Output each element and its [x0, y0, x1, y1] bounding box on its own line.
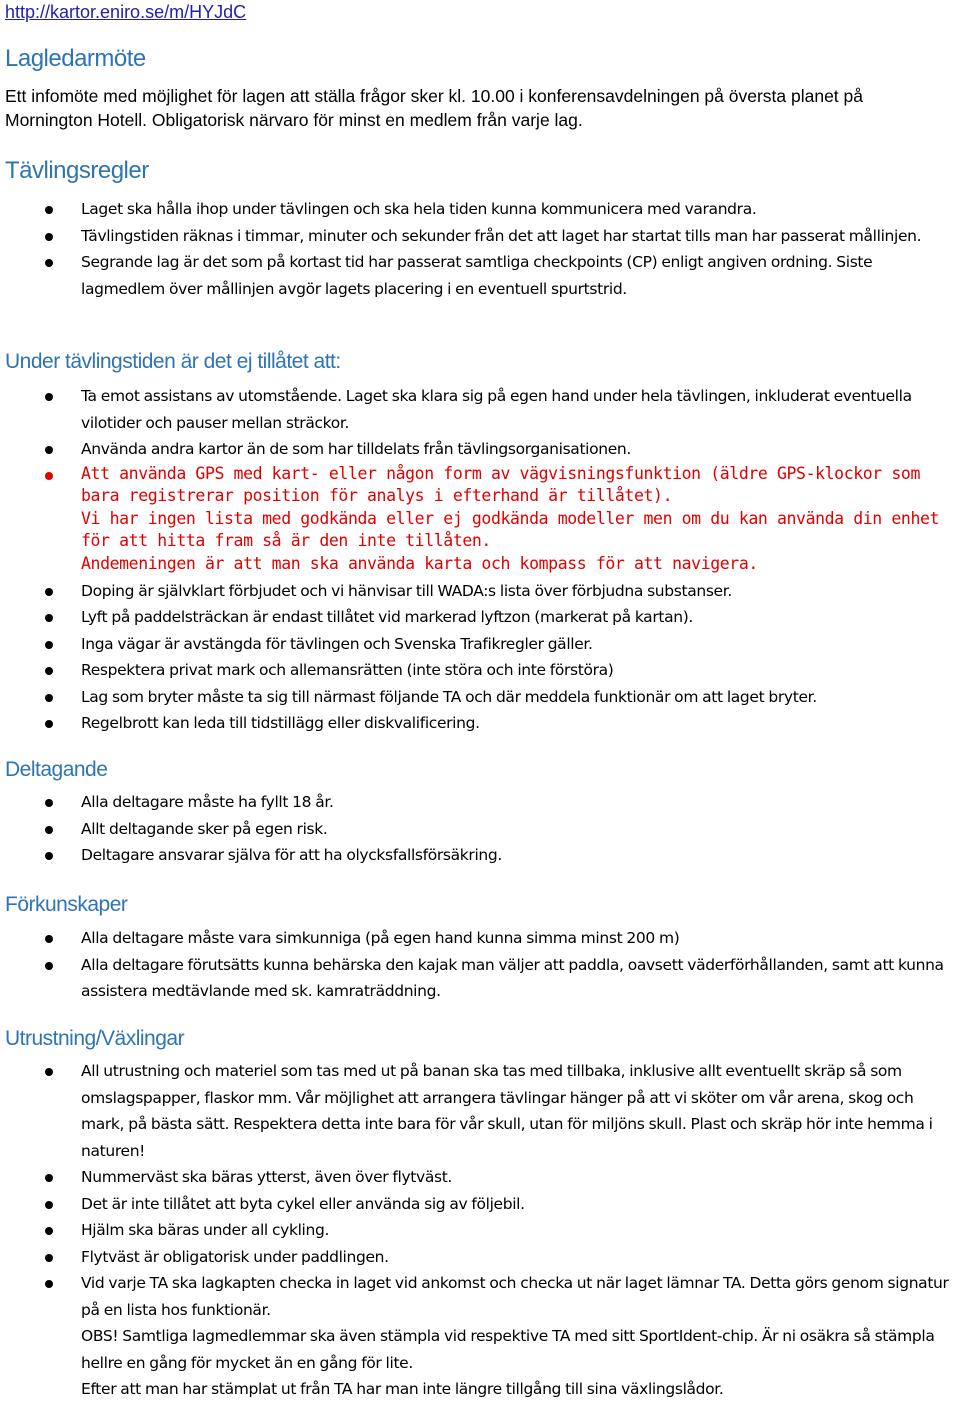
ta-obs-text: OBS! Samtliga lagmedlemmar ska även stämpla vid respektive TA med sitt SportIdent-chip. Är ni osäkra så stämpla hellre en gång för mycket än en gång för lite.	[81, 1327, 935, 1372]
list-item-text: Alla deltagare måste vara simkunniga (på egen hand kunna simma minst 200 m)	[81, 929, 680, 947]
bullet-icon	[45, 694, 53, 702]
list-item	[0, 925, 960, 952]
bullet-icon	[45, 588, 53, 596]
deltagande-list	[0, 789, 960, 869]
list-item-text: All utrustning och materiel som tas med ut på banan ska tas med tillbaka, inklusive allt eventuellt skräp så som omslagspapper, flaskor mm. Vår möjlighet att arrangera tävlingar hänger på att vi sköter om vår arena, skog och mark, på bästa sätt. Respektera detta inte bara för vår skull, utan för miljöns skull. Plast och skräp hör inte hemma i naturen!	[81, 1062, 933, 1160]
heading-forkunskaper: Förkunskaper	[5, 893, 128, 916]
bullet-icon	[45, 667, 53, 675]
bullet-icon	[45, 799, 53, 807]
list-item-text: Segrande lag är det som på kortast tid har passerat samtliga checkpoints (CP) enligt angiven ordning. Siste lagmedlem över mållinjen avgör lagets placering i en eventuell spurtstrid.	[81, 253, 873, 298]
list-item	[0, 710, 960, 737]
bullet-icon	[45, 1201, 53, 1209]
list-item	[0, 1244, 960, 1271]
bullet-icon	[45, 233, 53, 241]
list-item-text: Allt deltagande sker på egen risk.	[81, 819, 328, 838]
bullet-icon	[45, 826, 53, 834]
list-item	[0, 684, 960, 711]
bullet-icon	[45, 1280, 53, 1288]
bullet-icon	[45, 206, 53, 214]
list-item	[0, 1217, 960, 1244]
bullet-icon	[45, 1254, 53, 1262]
bullet-icon	[45, 614, 53, 622]
list-item-text: Respektera privat mark och allemansrätten (inte störa och inte förstöra)	[81, 661, 614, 679]
list-item	[0, 249, 960, 302]
list-item-text: Deltagare ansvarar själva för att ha olycksfallsförsäkring.	[81, 846, 502, 864]
bullet-icon	[45, 1174, 53, 1182]
list-item	[0, 223, 960, 250]
list-item-text: Flytväst är obligatorisk under paddlingen.	[81, 1247, 389, 1266]
list-item	[0, 436, 960, 463]
list-item-text: Doping är självklart förbjudet och vi hänvisar till WADA:s lista över förbjudna substanser.	[81, 581, 732, 600]
bullet-icon	[45, 641, 53, 649]
list-item	[0, 816, 960, 843]
bullet-icon	[45, 259, 53, 267]
list-item-text: Det är inte tillåtet att byta cykel eller använda sig av följebil.	[81, 1194, 525, 1213]
list-item	[0, 1164, 960, 1191]
bullet-icon	[45, 720, 53, 728]
map-link[interactable]: http://kartor.eniro.se/m/HYJdC	[5, 2, 247, 22]
gps-list-item	[0, 463, 960, 575]
list-item	[0, 631, 960, 658]
bullet-icon	[45, 446, 53, 454]
bullet-icon	[45, 852, 53, 860]
list-item	[0, 657, 960, 684]
list-item-text: Alla deltagare måste ha fyllt 18 år.	[81, 793, 334, 811]
list-item	[0, 952, 960, 1005]
bullet-icon	[45, 393, 53, 401]
list-item-text: Alla deltagare förutsätts kunna behärska den kajak man väljer att paddla, oavsett väderförhållanden, samt att kunna assistera medtävlande med sk. kamraträddning.	[81, 955, 944, 1000]
ta-after-text: Efter att man har stämplat ut från TA har man inte längre tillgång till sina växlingslådor.	[81, 1380, 724, 1398]
list-item-text: Använda andra kartor än de som har tilldelats från tävlingsorganisationen.	[81, 440, 631, 458]
bullet-icon	[45, 1227, 53, 1235]
list-item-text: Inga vägar är avstängda för tävlingen och Svenska Trafikregler gäller.	[81, 634, 593, 653]
list-item-text: Ta emot assistans av utomstående. Laget ska klara sig på egen hand under hela tävlingen, inkluderat eventuella vilotider och pauser mellan sträckor.	[81, 387, 912, 432]
gps-note-1-text: Att använda GPS med kart- eller någon form av vägvisningsfunktion (äldre GPS-klockor som bara registrerar position för analys i efterhand är tillåtet).	[81, 463, 920, 505]
list-item-text: Tävlingstiden räknas i timmar, minuter och sekunder från det att laget har startat tills man har passerat mållinjen.	[81, 226, 922, 245]
bullet-icon	[45, 935, 53, 943]
list-item	[0, 383, 960, 436]
gps-note-3: Andemeningen är att man ska använda karta och kompass för att navigera.	[81, 553, 758, 573]
list-item	[0, 1058, 960, 1164]
ej-tillatet-list	[0, 383, 960, 737]
lagledarmote-text: Ett infomöte med möjlighet för lagen att ställa frågor sker kl. 10.00 i konferensavdelningen på översta planet på Mornington Hotell. Obligatorisk närvaro för minst en medlem från varje lag.	[5, 86, 863, 130]
heading-tavlingsregler: Tävlingsregler	[5, 157, 149, 184]
list-item	[0, 196, 960, 223]
heading-deltagande: Deltagande	[5, 758, 108, 781]
bullet-icon	[45, 472, 53, 480]
list-item-text: Nummerväst ska bäras ytterst, även över flytväst.	[81, 1168, 452, 1186]
list-item	[0, 604, 960, 631]
utrustning-list	[0, 1058, 960, 1403]
heading-utrustning: Utrustning/Växlingar	[5, 1027, 185, 1050]
tavlingsregler-list	[0, 196, 960, 302]
list-item	[0, 842, 960, 869]
heading-lagledarmote: Lagledarmöte	[5, 45, 146, 72]
bullet-icon	[45, 1068, 53, 1076]
heading-ej-tillatet: Under tävlingstiden är det ej tillåtet att:	[5, 350, 341, 373]
list-item-text: Lag som bryter måste ta sig till närmast följande TA och där meddela funktionär om att laget bryter.	[81, 687, 817, 706]
list-item	[0, 1270, 960, 1403]
list-item-text: Hjälm ska bäras under all cykling.	[81, 1221, 330, 1239]
list-item-text: Laget ska hålla ihop under tävlingen och ska hela tiden kunna kommunicera med varandra.	[81, 200, 757, 218]
list-item	[0, 789, 960, 816]
forkunskaper-list	[0, 925, 960, 1005]
list-item-text: Regelbrott kan leda till tidstillägg eller diskvalificering.	[81, 714, 480, 732]
bullet-icon	[45, 962, 53, 970]
list-item-text: Lyft på paddelsträckan är endast tillåtet vid markerad lyftzon (markerat på kartan).	[81, 608, 693, 626]
gps-note-1	[81, 463, 958, 507]
list-item	[0, 578, 960, 605]
list-item	[0, 1191, 960, 1218]
gps-note-2: Vi har ingen lista med godkända eller ej godkända modeller men om du kan använda din enhet för att hitta fram så är den inte tillåten.	[81, 508, 940, 550]
list-item-text: Vid varje TA ska lagkapten checka in laget vid ankomst och checka ut när laget lämnar TA. Detta görs genom signatur på en lista hos funktionär.	[81, 1274, 949, 1319]
